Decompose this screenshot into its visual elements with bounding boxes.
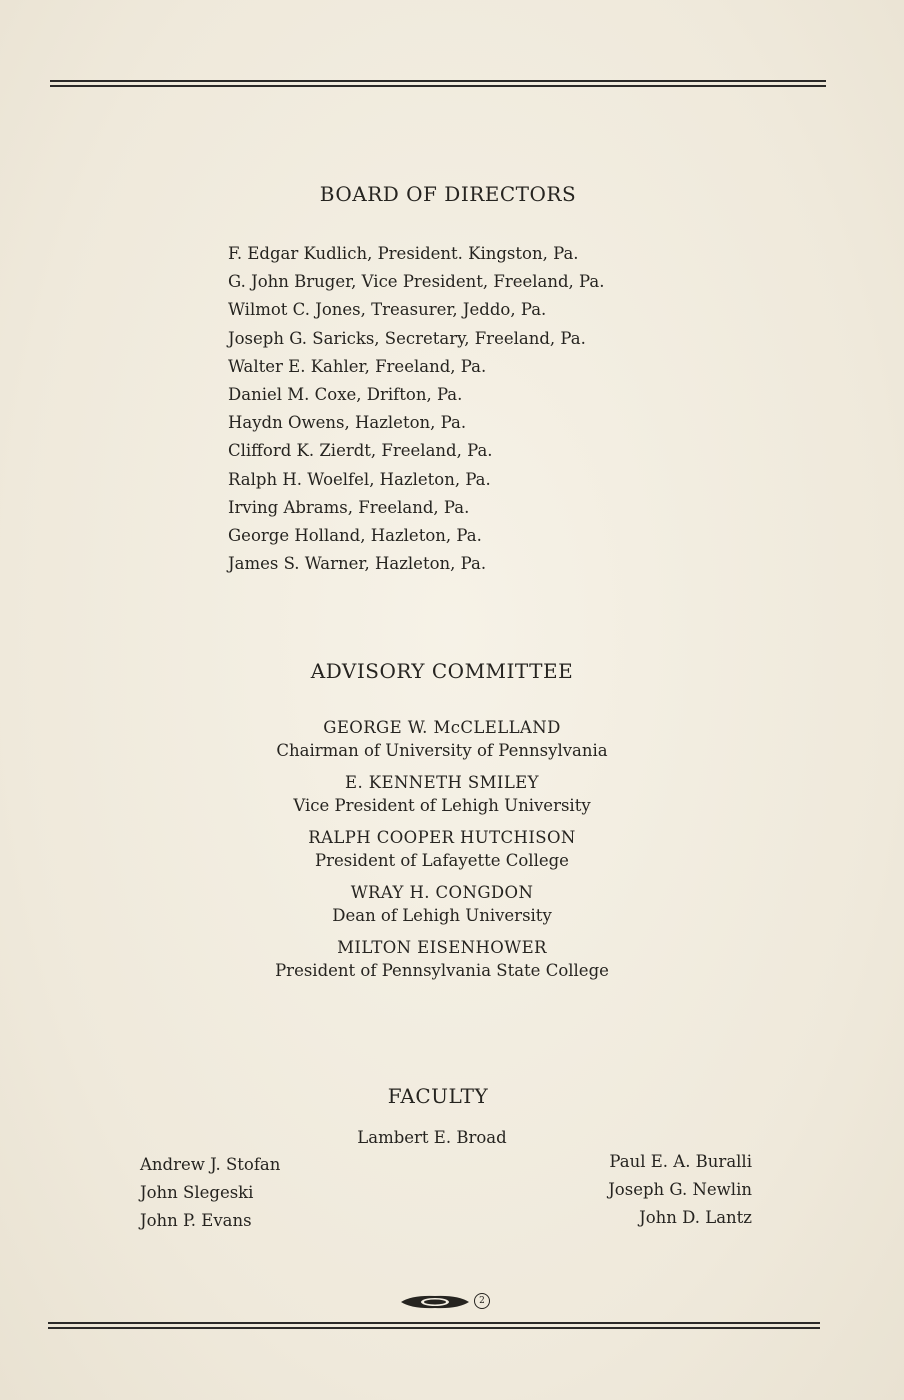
board-member: Irving Abrams, Freeland, Pa. (228, 497, 470, 517)
advisory-member-role: Dean of Lehigh University (332, 906, 552, 925)
advisory-member-role: President of Pennsylvania State College (275, 961, 609, 980)
board-member: George Holland, Hazleton, Pa. (228, 526, 482, 546)
faculty-center-member: Lambert E. Broad (357, 1128, 507, 1147)
board-member: Walter E. Kahler, Freeland, Pa. (228, 356, 487, 376)
faculty-member: John Slegeski (140, 1183, 254, 1202)
advisory-member (0, 771, 904, 817)
union-bug-icon (400, 1294, 470, 1310)
board-member: Haydn Owens, Hazleton, Pa. (228, 413, 467, 433)
advisory-member-role: Vice President of Lehigh University (293, 796, 591, 815)
advisory-members (0, 716, 904, 991)
board-member: Joseph G. Saricks, Secretary, Freeland, Pa. (228, 328, 586, 348)
board-member: Wilmot C. Jones, Treasurer, Jeddo, Pa. (228, 300, 547, 320)
advisory-member (0, 936, 904, 982)
faculty-member: Paul E. A. Buralli (609, 1152, 752, 1171)
faculty-left-column (140, 1151, 280, 1235)
advisory-member-role: Chairman of University of Pennsylvania (276, 741, 608, 760)
advisory-member-name: GEORGE W. McCLELLAND (323, 718, 561, 737)
advisory-member-name: RALPH COOPER HUTCHISON (308, 828, 576, 847)
top-double-rule (50, 80, 826, 88)
board-heading: BOARD OF DIRECTORS (319, 182, 577, 206)
advisory-member-name: E. KENNETH SMILEY (345, 773, 539, 792)
board-member: F. Edgar Kudlich, President. Kingston, Pa. (228, 244, 579, 263)
advisory-member-role: President of Lafayette College (315, 851, 569, 870)
faculty-member: Andrew J. Stofan (140, 1155, 281, 1174)
board-member: Daniel M. Coxe, Drifton, Pa. (228, 385, 463, 405)
advisory-member-name: WRAY H. CONGDON (350, 883, 534, 902)
advisory-member-name: MILTON EISENHOWER (337, 938, 547, 957)
bottom-double-rule (48, 1322, 820, 1330)
advisory-member (0, 716, 904, 762)
advisory-member (0, 881, 904, 927)
board-member: Clifford K. Zierdt, Freeland, Pa. (228, 441, 493, 461)
faculty-right-column (608, 1148, 752, 1232)
faculty-member: John P. Evans (140, 1211, 252, 1230)
faculty-heading: FACULTY (387, 1084, 489, 1108)
board-member: James S. Warner, Hazleton, Pa. (228, 554, 487, 574)
board-members-list (228, 240, 605, 578)
advisory-member (0, 826, 904, 872)
faculty-member: Joseph G. Newlin (608, 1180, 752, 1199)
union-number: 2 (474, 1293, 490, 1309)
board-member: G. John Bruger, Vice President, Freeland, Pa. (228, 272, 605, 292)
board-member: Ralph H. Woelfel, Hazleton, Pa. (228, 469, 491, 489)
advisory-heading: ADVISORY COMMITTEE (310, 659, 574, 683)
faculty-member: John D. Lantz (639, 1208, 752, 1227)
